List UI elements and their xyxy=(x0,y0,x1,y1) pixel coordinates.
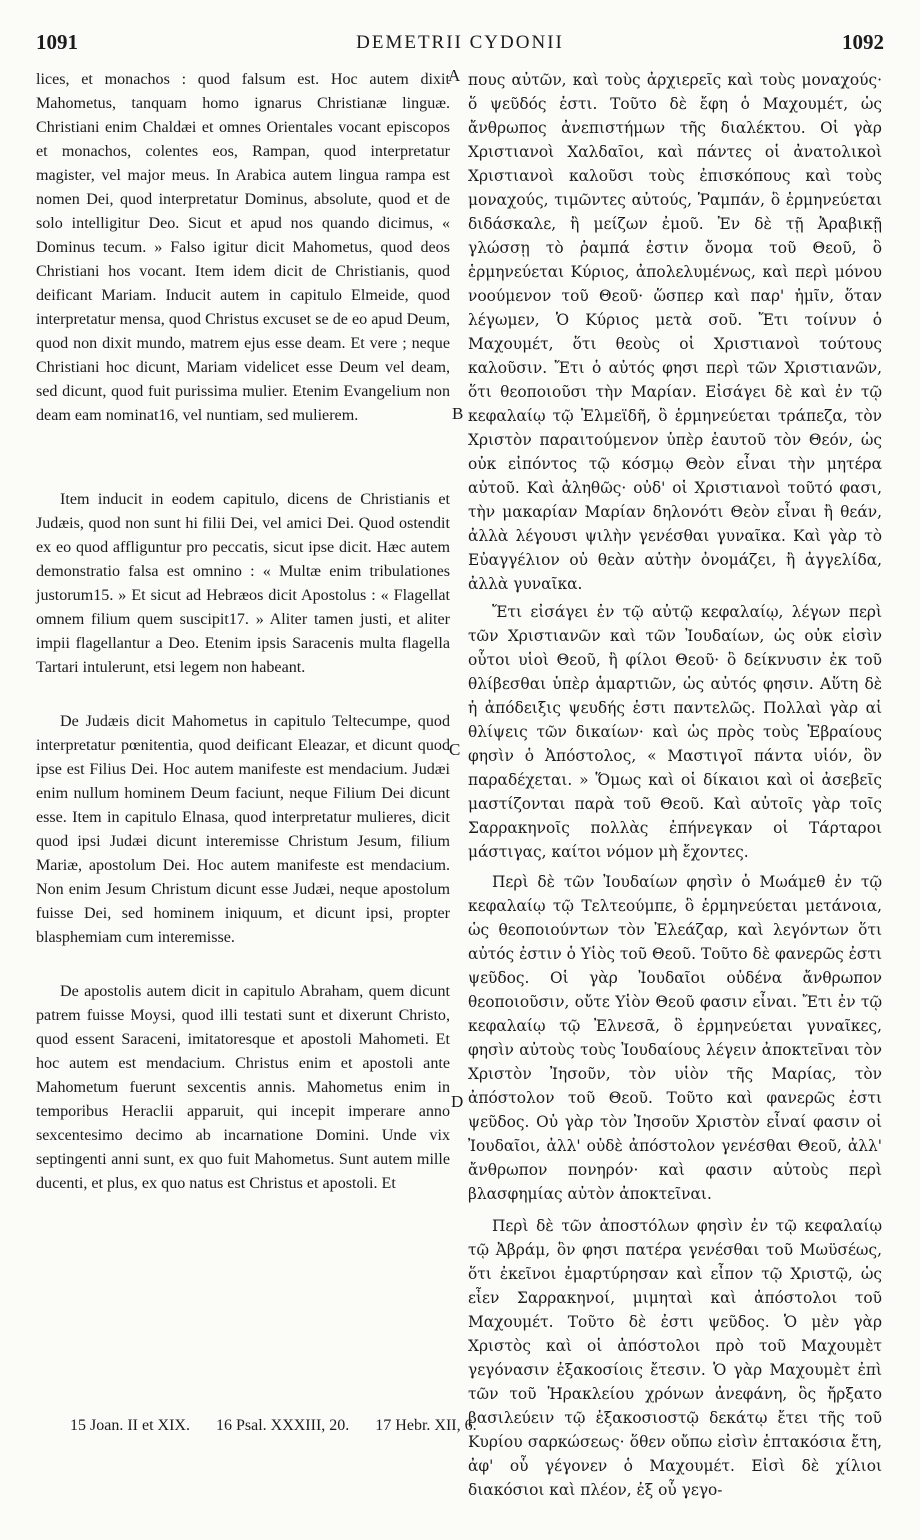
page-number-right: 1092 xyxy=(842,30,884,54)
greek-paragraph: Περὶ δὲ τῶν Ἰουδαίων φησὶν ὁ Μωάμεθ ἐν τῷ κεφαλαίῳ τῷ Τελτεούμπε, ὃ ἑρμηνεύεται μετάνοια, ὡς θεοποιούντων τὸν Ἐλεάζαρ, καὶ λεγόντων ὅτι αὐτός ἐστιν ὁ Υἱὸς τοῦ Θεοῦ. Τοῦτο δὲ φανερῶς ἐστι ψεῦδος. Οἱ γὰρ Ἰουδαῖοι οὐδένα ἄνθρωπον θεοποιοῦσιν, οὔτε Υἱὸν Θεοῦ φασιν εἶναι. Ἔτι ἐν τῷ κεφαλαίῳ τῷ Ἐλνεσᾶ, ὃ ἑρμηνεύεται γυναῖκες, φησὶν αὐτοὺς τοὺς Ἰουδαίους λέγειν ἀποκτεῖναι τὸν Χριστὸν Ἰησοῦν, τὸν υἱὸν τῆς Μαρίας, τὸν ἀπόστολον τοῦ Θεοῦ. Τοῦτο καὶ φανερῶς ἐστι ψεῦδος. Οὐ γὰρ τὸν Ἰησοῦν Χριστὸν εἶναί φασιν οἱ Ἰουδαῖοι, ἀλλ' οὐδὲ ἀπόστολον γενέσθαι Θεοῦ, ἀλλ' ἄνθρωπον πονηρόν· καὶ φασιν αὐτοὺς περὶ βλασφημίας αὐτὸν ἀποκτεῖναι. xyxy=(468,873,882,1203)
running-title: DEMETRII CYDONII xyxy=(356,32,564,53)
latin-paragraph: De apostolis autem dicit in capitulo Abraham, quem dicunt patrem fuisse Moysi, quod illi testati sunt et dixerunt Christo, quod essent Saraceni, imitatoresque et apostoli Mahometi. Et hoc autem est mendacium. Christus enim et apostoli ante Mahometum fuerunt sexcentis annis. Mahometus enim in temporibus Heraclii apparuit, qui incepit imperare anno sexcentesimo decimo ab incarnatione Domini. Unde vix septingenti anni sunt, ex quo fuit Mahometus. Sunt autem mille ducenti, et plus, ex quo natus est Christus et apostoli. Et xyxy=(36,983,450,1192)
latin-paragraph: De Judæis dicit Mahometus in capitulo Teltecumpe, quod interpretatur pœnitentia, quod deificant Eleazar, et dicunt quod ipse est Filius Dei. Hoc autem manifeste est mendacium. Judæi enim nullum hominem Deum faciunt, neque Filium Dei dicunt esse. Item in capitulo Elnasa, quod interpretatur mulieres, dicit quod ipsi Judæi dicunt interemisse Christum Jesum, filium Mariæ, apostolum Dei. Hoc autem manifeste est mendacium. Non enim Jesum Christum dicunt esse Judæi, neque apostolum fuisse Dei, sed hominem iniquum, et dicunt ipsi, propter blasphemiam cum interemisse. xyxy=(36,713,450,946)
margin-letter-b: B xyxy=(452,404,464,423)
page-header xyxy=(36,30,884,58)
footnote: 17 Hebr. XII, 6. xyxy=(375,1417,477,1434)
margin-letter-d: D xyxy=(451,1092,464,1111)
latin-column xyxy=(36,68,450,1196)
footnote: 15 Joan. II et XIX. xyxy=(70,1417,190,1434)
latin-paragraph: lices, et monachos : quod falsum est. Hoc autem dixit Mahometus, tanquam homo ignarus Christianæ linguæ. Christiani enim Chaldæi et omnes Orientales vocant episcopos et monachos, colentes eos, Rampan, quod interpretatur magister, vel major meus. In Arabica autem lingua rampa est nomen Dei, quod interpretatur Dominus, absolute, quod et de solo intelligitur Deo. Sicut et apud nos quando dicimus, « Dominus tecum. » Falso igitur dicit Mahometus, quod deos Christiani hos vocant. Item idem dicit de Christianis, quod deificant Mariam. Inducit autem in capitulo Elmeide, quod interpretatur mensa, quod Christus excuset se de eo apud Deum, quod non dixit mundo, matrem ejus esse deam. Et vere ; neque Christiani hoc dicunt, Mariam videlicet esse Deum vel deam, sed dicunt, quod fuit purissima mulier. Etenim Evangelium non deam eam nominat16, vel nuntiam, sed mulierem. xyxy=(36,71,450,424)
page-number-left: 1091 xyxy=(36,30,78,54)
greek-column xyxy=(468,68,882,1502)
greek-paragraph: πους αὐτῶν, καὶ τοὺς ἀρχιερεῖς καὶ τοὺς μοναχούς· ὅ ψεῦδός ἐστι. Τοῦτο δὲ ἔφη ὁ Μαχουμέτ, ὡς ἄνθρωπος ἀνεπιστήμων τῆς διαλέκτου. Οἱ γὰρ Χριστιανοὶ Χαλδαῖοι, καὶ πάντες οἱ ἀνατολικοὶ Χριστιανοὶ καλοῦσι τοὺς ἐπισκόπους καὶ τοὺς μοναχούς, τιμῶντες αὐτούς, Ῥαμπάν, ὃ ἑρμηνεύεται διδάσκαλε, ἢ μείζων ἐμοῦ. Ἐν δὲ τῇ Ἀραβικῇ γλώσσῃ τὸ ῥαμπά ἐστιν ὄνομα τοῦ Θεοῦ, ὃ ἑρμηνεύεται Κύριος, ἀπολελυμένως, καὶ περὶ μόνου νοούμενον τοῦ Θεοῦ· ὥσπερ καὶ παρ' ἡμῖν, ὅταν λέγωμεν, Ὁ Κύριος μετὰ σοῦ. Ἔτι τοίνυν ὁ Μαχουμέτ, ὅτι θεοὺς οἱ Χριστιανοὶ τούτους καλοῦσιν. Ἔτι ὁ αὐτός φησι περὶ τῶν Χριστιανῶν, ὅτι θεοποιοῦσι τὴν Μαρίαν. Εἰσάγει δὲ καὶ ἐν τῷ κεφαλαίῳ τῷ Ἐλμεϊδῆ, ὃ ἑρμηνεύεται τράπεζα, τὸν Χριστὸν παραιτούμενον ὑπὲρ ἑαυτοῦ τὸν Θεόν, ὡς οὐκ εἰπόντος τῷ κόσμῳ Θεὸν εἶναι τὴν μητέρα αὐτοῦ. Καὶ ἀληθῶς· οὐδ' οἱ Χριστιανοὶ τοῦτό φασι, τὴν μακαρίαν Μαρίαν δηλονότι Θεὸν εἶναι ἢ θεάν, ἀλλὰ λέγουσι ψιλὴν γενέσθαι γυναῖκα. Καὶ γὰρ τὸ Εὐαγγέλιον οὐ θεὰν αὐτὴν ὀνομάζει, ἢ ἀγγελίδα, ἀλλὰ γυναῖκα. xyxy=(468,71,882,593)
margin-letter-c: C xyxy=(449,740,461,759)
greek-paragraph: Ἔτι εἰσάγει ἐν τῷ αὐτῷ κεφαλαίῳ, λέγων περὶ τῶν Χριστιανῶν καὶ τῶν Ἰουδαίων, ὡς οὐκ εἰσὶν οὗτοι υἱοὶ Θεοῦ, ἢ φίλοι Θεοῦ· ὃ δείκνυσιν ἐκ τοῦ θλίβεσθαι ὑπὲρ ἁμαρτιῶν, ὡς αὐτός φησιν. Αὕτη δὲ ἡ ἀπόδειξις ψευδής ἐστι παντελῶς. Πολλαὶ γὰρ αἱ θλίψεις τῶν δικαίων· καὶ ὡς πρὸς τοὺς Ἑβραίους φησὶν ὁ Ἀπόστολος, « Μαστιγοῖ πάντα υἱόν, ὃν παραδέχεται. » Ὅμως καὶ οἱ δίκαιοι καὶ οἱ ἀσεβεῖς μαστίζονται παρὰ τοῦ Θεοῦ. Καὶ αὐτοῖς γὰρ τοῖς Σαρρακηνοῖς πολλὰς ἐπήνεγκαν οἱ Τάρταροι μάστιγας, καίτοι νόμον μὴ ἔχοντες. xyxy=(468,603,882,861)
footnote: 16 Psal. XXXIII, 20. xyxy=(215,1417,350,1434)
margin-letter-a: A xyxy=(448,66,461,85)
footnotes xyxy=(70,1417,770,1435)
latin-paragraph: Item inducit in eodem capitulo, dicens de Christianis et Judæis, quod non sunt hi filii Dei, vel amici Dei. Quod ostendit ex eo quod affliguntur pro peccatis, sicut ipse dicit. Hæc autem demonstratio falsa est omnino : « Multæ enim tribulationes justorum15. » Et sicut ad Hebræos dicit Apostolus : « Flagellat omnem filium quem suscipit17. » Aliter tamen justi, et aliter impii flagellantur a Deo. Etenim ipsis Saracenis multa flagella Tartari intulerunt, etsi legem non habeant. xyxy=(36,491,450,676)
greek-paragraph: Περὶ δὲ τῶν ἀποστόλων φησὶν ἐν τῷ κεφαλαίῳ τῷ Ἀβράμ, ὃν φησι πατέρα γενέσθαι τοῦ Μωϋσέως, ὅτι ἐκεῖνοι ἐμαρτύρησαν καὶ εἶπον τῷ Χριστῷ, ὡς εἶεν Σαρρακηνοί, μιμηταὶ καὶ ἀπόστολοι τοῦ Μαχουμέτ. Τοῦτο δὲ ἐστι ψεῦδος. Ὁ μὲν γὰρ Χριστὸς καὶ οἱ ἀπόστολοι πρὸ τοῦ Μαχουμὲτ γεγόνασιν ἑξακοσίοις ἔτεσιν. Ὁ γὰρ Μαχουμὲτ ἐπὶ τῶν τοῦ Ἡρακλείου χρόνων ἀνεφάνη, ὃς ἤρξατο βασιλεύειν τῷ ἑξακοσιοστῷ δεκάτῳ ἔτει τῆς τοῦ Κυρίου σαρκώσεως· ὅθεν οὔπω εἰσὶν ἑπτακόσια ἔτη, ἀφ' οὗ γέγονεν ὁ Μαχουμέτ. Εἰσὶ δὲ χίλιοι διακόσιοι καὶ πλέον, ἐξ οὗ γεγο- xyxy=(468,1217,882,1499)
